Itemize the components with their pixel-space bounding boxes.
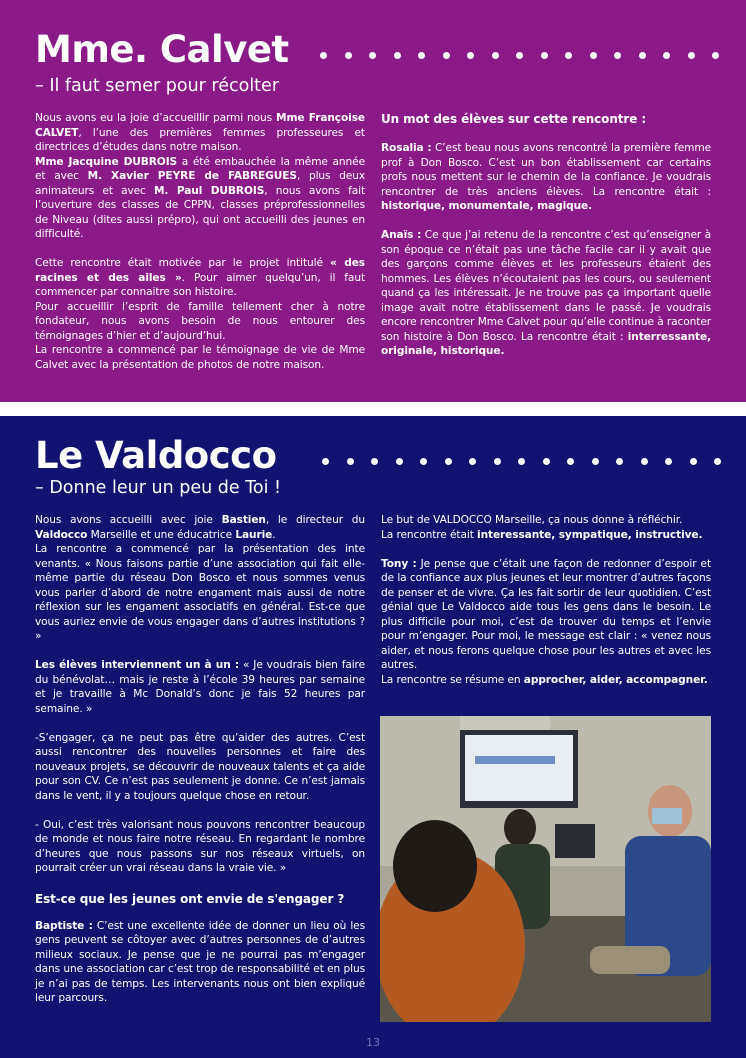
text: Nous avons eu la joie d’accueillir parmi nous xyxy=(35,112,277,124)
dot xyxy=(665,458,672,465)
bold-text: Mme Jacquine DUBROIS xyxy=(35,155,178,168)
text: . xyxy=(272,528,276,541)
paragraph-gap xyxy=(35,242,365,257)
text: La rencontre était xyxy=(381,528,478,541)
dot xyxy=(688,52,695,59)
paragraph xyxy=(35,343,365,372)
dot xyxy=(590,52,597,59)
dot xyxy=(518,458,525,465)
text: . Pour aimer quelqu’un, il faut commencer par connaitre son histoire. xyxy=(35,271,365,298)
paragraph xyxy=(35,818,365,876)
bold-text: Les élèves interviennent un à un : xyxy=(35,659,240,671)
bold-text: Rosalia : xyxy=(381,142,432,154)
paragraph xyxy=(381,557,711,673)
text: - Oui, c’est très valorisant nous pouvons rencontrer beaucoup de monde et nous faire notre réseau. En regardant le nombre d’heures que nous passons sur nos réseaux virtuels, on pourrait créer un vrai réseau dans la vraie vie. » xyxy=(35,818,365,874)
paragraph xyxy=(381,228,711,359)
dot xyxy=(565,52,572,59)
text: Nous avons accueilli avec joie xyxy=(35,514,222,526)
dot xyxy=(541,52,548,59)
paragraph xyxy=(35,658,365,716)
paragraph xyxy=(35,542,365,644)
paragraph xyxy=(35,256,365,300)
column-heading: Est-ce que les jeunes ont envie de s'engager ? xyxy=(35,892,345,906)
paragraph-gap xyxy=(381,214,711,229)
paragraph xyxy=(35,919,365,1006)
dot xyxy=(641,458,648,465)
text: La rencontre a commencé par le témoignage de vie de Mme Calvet avec la présentation de photos de notre maison. xyxy=(35,344,365,371)
paragraph-gap xyxy=(381,127,711,142)
article-column-left xyxy=(35,111,365,372)
dot xyxy=(345,52,352,59)
paragraph-gap xyxy=(35,803,365,818)
dot xyxy=(614,52,621,59)
paragraph xyxy=(381,528,711,543)
text: Cette rencontre était motivée par le projet intitulé xyxy=(35,257,331,269)
paragraph xyxy=(35,300,365,344)
text: La rencontre a commencé par la présentation des inte venants. « Nous faisons partie d’une association qui fait elle-même partie du réseau Don Bosco et nous sommes venus vous parler d’abord de notre engament mais aussi de notre réflexion sur les engament associatifs en général. Est-ce que vous auriez envie de vous engager dans d’autres institutions ? » xyxy=(35,543,365,642)
dot xyxy=(469,458,476,465)
dot xyxy=(418,52,425,59)
bold-text: Mme Françoise CALVET xyxy=(35,112,365,139)
text: Je pense que c’était une façon de redonner d’espoir et de la confiance aux plus jeunes et leur montrer d’autres façons de penser et de vivre. Ça les fait sortir de leur quotidien. C’est génial que Le Valdocco aide tous les gens dans le besoin. Le plus difficile pour moi, c’est de trouver du temps et l’envie pour m’engager. Pour moi, le message est clair : « venez nous aider, et nous ferons quelque chose pour les autres et avec les autres. xyxy=(381,557,711,671)
paragraph xyxy=(381,141,711,214)
dot xyxy=(494,458,501,465)
dot xyxy=(369,52,376,59)
text: La rencontre se résume en xyxy=(381,673,524,686)
section-subtitle: – Donne leur un peu de Toi ! xyxy=(35,478,282,498)
dot xyxy=(320,52,327,59)
dot xyxy=(714,458,721,465)
dot xyxy=(543,458,550,465)
bold-text: approcher, aider, accompagner. xyxy=(523,673,708,686)
paragraph xyxy=(381,513,711,528)
paragraph xyxy=(381,673,711,688)
paragraph xyxy=(35,731,365,804)
dot xyxy=(322,458,329,465)
dot xyxy=(690,458,697,465)
dot xyxy=(371,458,378,465)
text: C’est beau nous avons rencontré la première femme prof à Don Bosco. C’est un bon établissement car certains profs nous mettent sur le chemin de la confiance. Je voudrais rencontrer de très anciens élèves. La rencontre était : xyxy=(381,142,712,198)
paragraph xyxy=(35,111,365,155)
text: , le directeur du xyxy=(265,514,365,526)
dot xyxy=(639,52,646,59)
paragraph xyxy=(35,513,365,542)
dot xyxy=(616,458,623,465)
section-title: Le Valdocco xyxy=(35,434,277,477)
bold-text: interessante, sympatique, instructive. xyxy=(477,528,703,541)
dot xyxy=(492,52,499,59)
dot-divider xyxy=(320,52,718,60)
dot xyxy=(567,458,574,465)
text: Le but de VALDOCCO Marseille, ça nous donne à réfléchir. xyxy=(381,514,683,526)
text: , nous avons fait l’ouverture des classes de CPPN, classes préprofessionnelles de Niveau (dites aussi prépro), qui ont accueilli des jeunes en difficulté. xyxy=(35,184,365,240)
dot xyxy=(443,52,450,59)
section-title: Mme. Calvet xyxy=(35,28,289,71)
text: a été embauchée la même année et avec xyxy=(35,155,365,182)
bold-text: Tony : xyxy=(381,557,417,570)
dot xyxy=(347,458,354,465)
column-heading: Un mot des élèves sur cette rencontre : xyxy=(381,112,647,126)
article-column-right xyxy=(381,513,711,687)
article-column-right xyxy=(381,112,711,359)
paragraph-gap xyxy=(35,716,365,731)
text: C’est une excellente idée de donner un lieu où les gens peuvent se côtoyer avec d’autres personnes de d’autres milieux sociaux. Je pense que je ne pourrai pas m’engager dans une association car c’est trop de responsabilité et en plus je n’ai pas de temps. Les intervenants nous ont bien expliqué leur parcours. xyxy=(35,919,366,1004)
dot xyxy=(394,52,401,59)
bold-text: M. Xavier PEYRE de FABREGUES xyxy=(87,170,297,182)
paragraph-gap xyxy=(35,644,365,659)
text: Marseille et une éducatrice xyxy=(87,528,236,541)
dot xyxy=(663,52,670,59)
bold-text: Baptiste : xyxy=(35,919,93,932)
bold-text: Valdocco xyxy=(35,528,88,541)
text: Ce que j’ai retenu de la rencontre c’est qu’enseigner à son époque ce n’était pas une tâche facile car il y avait que des garçons comme élèves et les professeurs étaient des hommes. Les élèves n’écoutaient pas les cours, ou seulement quand ça les intéressait. Je ne trouve pas ça important quelle image avait notre établissement dans le passé. Je voudrais encore rencontrer Mme Calvet pour qu’elle continue à raconter son histoire à Don Bosco. La rencontre était : xyxy=(381,229,711,343)
text: « Je voudrais bien faire du bénévolat… mais je reste à l’école 39 heures par semaine et je travaille à Mc Donald’s donc je fais 52 heures par semaine. » xyxy=(35,659,365,715)
paragraph-gap xyxy=(381,542,711,557)
text: , l’une des premières femmes professeures et directrices d’études dans notre maison. xyxy=(35,126,365,153)
event-photo xyxy=(380,716,711,1022)
text: -S’engager, ça ne peut pas être qu’aider des autres. C’est aussi rencontrer des nouvelles personnes et faire des nouveaux projets, se découvrir de nouveaux talents et ça aide pour son CV. Ce n’est pas seulement je donne. Ce n’est jamais dans le vent, il y a toujours quelque chose en retour. xyxy=(35,731,365,802)
photo-illustration xyxy=(380,716,711,1022)
dot xyxy=(592,458,599,465)
dot xyxy=(516,52,523,59)
text: Pour accueillir l’esprit de famille tellement cher à notre fondateur, nous avons besoin de nous entourer des témoignages d’hier et d’aujourd’hui. xyxy=(35,300,365,342)
dot xyxy=(420,458,427,465)
bold-text: Laurie xyxy=(235,528,273,541)
bold-text: historique, monumentale, magique. xyxy=(381,200,593,212)
page-number: 13 xyxy=(366,1036,380,1049)
text: , plus deux animateurs et avec xyxy=(35,170,366,197)
dot xyxy=(712,52,719,59)
bold-text: interressante, originale, historique. xyxy=(381,330,711,357)
dot xyxy=(445,458,452,465)
dot xyxy=(467,52,474,59)
section-subtitle: – Il faut semer pour récolter xyxy=(35,76,280,96)
dot xyxy=(396,458,403,465)
dot-divider xyxy=(322,458,718,466)
bold-text: Anaïs : xyxy=(381,229,422,241)
paragraph xyxy=(35,155,365,242)
bold-text: M. Paul DUBROIS xyxy=(153,184,265,197)
section-mme-calvet xyxy=(0,0,746,402)
bold-text: « des racines et des ailes » xyxy=(35,257,365,284)
article-column-left xyxy=(35,513,365,1006)
bold-text: Bastien xyxy=(221,514,266,526)
